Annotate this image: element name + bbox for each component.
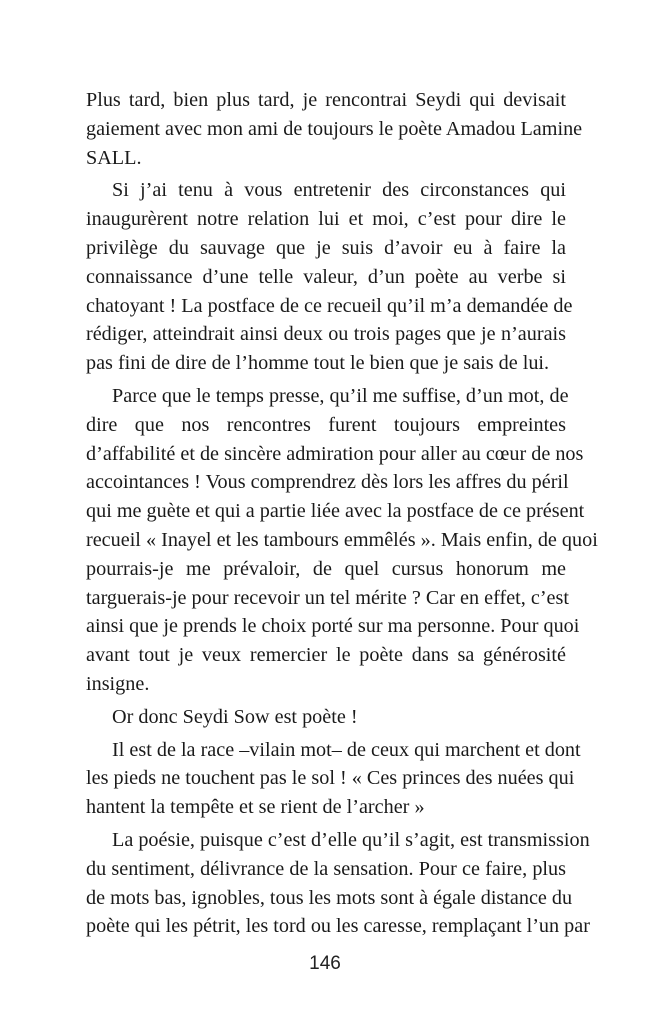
text-line: inaugurèrent notre relation lui et moi, c’est pour dire le [86,208,566,231]
paragraph [86,382,598,699]
text-line: pourrais-je me prévaloir, de quel cursus honorum me [86,557,566,580]
text-line: Il est de la race –vilain mot– de ceux qui marchent et dont [112,738,581,761]
body-text [86,86,598,941]
text-line: de mots bas, ignobles, tous les mots sont à égale distance du [86,886,573,909]
text-line: pas fini de dire de l’homme tout le bien que je sais de lui. [86,352,550,375]
text-line: Or donc Seydi Sow est poète ! [112,705,358,728]
paragraph [86,826,590,941]
text-line: connaissance d’une telle valeur, d’un poète au verbe si [86,265,566,288]
text-line: les pieds ne touchent pas le sol ! « Ces princes des nuées qui [86,767,575,790]
text-line: La poésie, puisque c’est d’elle qu’il s’agit, est transmission [112,828,590,851]
text-line: ainsi que je prends le choix porté sur ma personne. Pour quoi [86,615,580,638]
text-line: du sentiment, délivrance de la sensation. Pour ce faire, plus [86,857,566,880]
paragraph [86,703,566,732]
text-line: poète qui les pétrit, les tord ou les caresse, remplaçant l’un par [86,915,590,938]
text-line: Parce que le temps presse, qu’il me suffise, d’un mot, de [112,384,569,407]
text-line: d’affabilité et de sincère admiration pour aller au cœur de nos [86,442,584,465]
text-line: Si j’ai tenu à vous entretenir des circonstances qui [112,179,566,202]
text-line: hantent la tempête et se rient de l’archer » [86,796,425,819]
text-line: recueil « Inayel et les tambours emmêlés ». Mais enfin, de quoi [86,528,598,551]
text-line: chatoyant ! La postface de ce recueil qu’il m’a demandée de [86,294,573,317]
page-number: 146 [309,953,341,974]
text-line: targuerais-je pour recevoir un tel mérite ? Car en effet, c’est [86,586,569,609]
text-line: privilège du sauvage que je suis d’avoir eu à faire la [86,236,566,259]
text-line: qui me guète et qui a partie liée avec la postface de ce présent [86,500,585,523]
text-line: SALL. [86,146,142,169]
text-line: gaiement avec mon ami de toujours le poète Amadou Lamine [86,117,583,140]
paragraph [86,736,581,822]
text-line: rédiger, atteindrait ainsi deux ou trois pages que je n’aurais [86,323,566,346]
text-line: dire que nos rencontres furent toujours empreintes [86,413,566,436]
text-line: accointances ! Vous comprendrez dès lors les affres du péril [86,471,569,494]
text-line: Plus tard, bien plus tard, je rencontrai Seydi qui devisait [86,89,566,111]
text-line: insigne. [86,672,150,695]
paragraph [86,176,573,378]
text-line: avant tout je veux remercier le poète dans sa générosité [86,644,566,667]
paragraph [86,86,583,172]
